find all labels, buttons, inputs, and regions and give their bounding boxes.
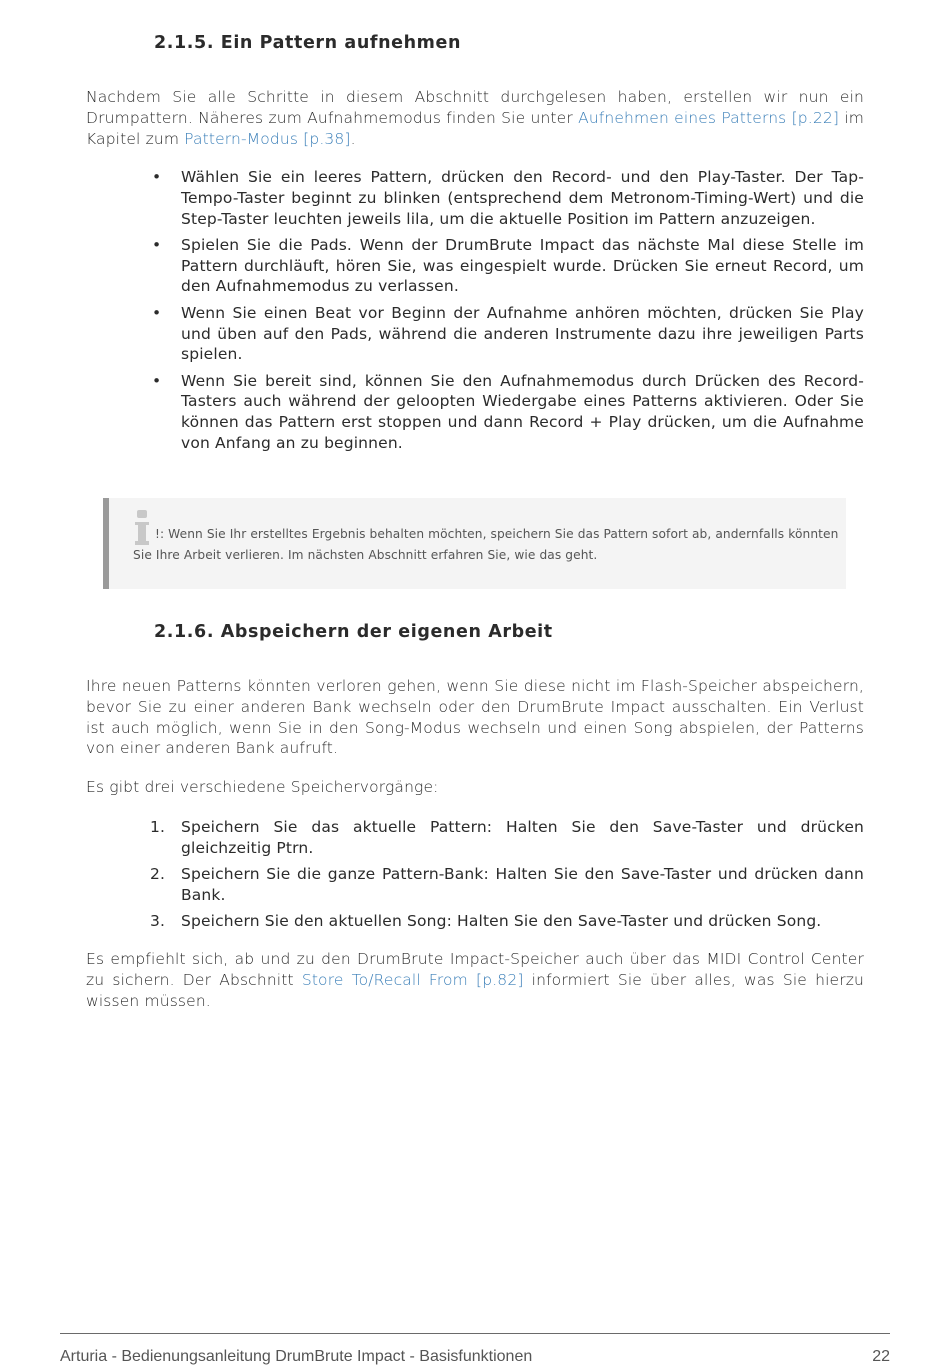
list-item-text: Wenn Sie einen Beat vor Beginn der Aufnahme anhören möchten, drücken Sie Play und üben auf den Pads, während die anderen Instrumente dazu ihre jeweiligen Parts spielen. <box>181 303 864 364</box>
callout-text: !: Wenn Sie Ihr erstelltes Ergebnis behalten möchten, speichern Sie das Pattern sofort ab, andernfalls könnten Sie Ihre Arbeit verlieren. Im nächsten Abschnitt erfahren Sie, wie das geht. <box>133 527 839 562</box>
intro-text-between: im Kapitel zum <box>86 108 864 148</box>
save-paragraph-1: Ihre neuen Patterns könnten verloren gehen, wenn Sie diese nicht im Flash-Speicher abspeichern, bevor Sie zu einer anderen Bank wechseln oder den DrumBrute Impact ausschalten. Ein Verlust ist auch möglich, wenn Sie in den Song-Modus wechseln und einen Song abspielen, der Patterns von einer anderen Bank aufruft. <box>86 677 864 758</box>
section-heading-save-work: 2.1.6. Abspeichern der eigenen Arbeit <box>154 622 553 642</box>
list-item <box>150 817 864 859</box>
save-paragraph-3 <box>86 949 864 1011</box>
list-item-text: Speichern Sie den aktuellen Song: Halten Sie den Save-Taster und drücken Song. <box>181 912 822 931</box>
list-item <box>152 167 864 229</box>
list-item <box>152 235 864 297</box>
section-heading-record-pattern: 2.1.5. Ein Pattern aufnehmen <box>154 33 462 53</box>
recording-steps-list <box>152 167 864 459</box>
para3-text-end: informiert Sie über alles, was Sie hierzu wissen müssen. <box>86 970 864 1010</box>
info-callout <box>103 498 846 589</box>
list-item <box>150 864 864 906</box>
link-store-to-recall-from[interactable]: Store To/Recall From [p.82] <box>301 970 524 989</box>
intro-text-end: . <box>350 129 356 148</box>
intro-paragraph <box>86 87 864 149</box>
list-item <box>152 303 864 365</box>
list-item-text: Speichern Sie die ganze Pattern-Bank: Halten Sie den Save-Taster und drücken dann Bank. <box>181 865 864 904</box>
footer-title: Arturia - Bedienungsanleitung DrumBrute Impact - Basisfunktionen <box>60 1348 533 1365</box>
list-item-text: Wenn Sie bereit sind, können Sie den Aufnahmemodus durch Drücken des Record-Tasters auch während der geloopten Wiedergabe eines Patterns aktivieren. Oder Sie können das Pattern erst stoppen und dann Record + Play drücken, um die Aufnahme von Anfang an zu beginnen. <box>181 371 864 453</box>
footer-divider <box>60 1333 890 1334</box>
page-number: 22 <box>872 1348 890 1365</box>
save-operations-list <box>150 817 864 937</box>
list-number: 2. <box>150 865 166 884</box>
list-item-text: Spielen Sie die Pads. Wenn der DrumBrute Impact das nächste Mal diese Stelle im Pattern durchläuft, hören Sie, was eingespielt wurde. Drücken Sie erneut Record, um den Aufnahmemodus zu verlassen. <box>181 235 864 296</box>
list-number: 3. <box>150 912 166 931</box>
para3-text: Es empfiehlt sich, ab und zu den DrumBrute Impact-Speicher auch über das MIDI Control Center zu sichern. Der Abschnitt <box>86 950 864 989</box>
bullet-mark: • <box>152 371 162 390</box>
list-item <box>152 371 864 454</box>
list-item-text: Wählen Sie ein leeres Pattern, drücken den Record- und den Play-Taster. Der Tap-Tempo-Taster beginnt zu blinken (entsprechend dem Metronom-Timing-Wert) und die Step-Taster leuchten jeweils lila, um die aktuelle Position im Pattern anzuzeigen. <box>181 168 864 228</box>
list-item-text: Speichern Sie das aktuelle Pattern: Halten Sie den Save-Taster und drücken gleichzeitig Ptrn. <box>181 818 864 857</box>
list-item <box>150 911 864 932</box>
link-pattern-modus[interactable]: Pattern-Modus [p.38] <box>184 129 351 148</box>
list-number: 1. <box>150 818 166 836</box>
bullet-mark: • <box>152 303 162 322</box>
bullet-mark: • <box>152 235 162 254</box>
link-aufnehmen-eines-patterns[interactable]: Aufnehmen eines Patterns [p.22] <box>578 108 840 127</box>
save-paragraph-2: Es gibt drei verschiedene Speichervorgänge: <box>86 778 439 796</box>
bullet-mark: • <box>152 168 162 186</box>
intro-text: Nachdem Sie alle Schritte in diesem Abschnitt durchgelesen haben, erstellen wir nun ein Drumpattern. Näheres zum Aufnahmemodus finden Sie unter <box>86 88 864 127</box>
